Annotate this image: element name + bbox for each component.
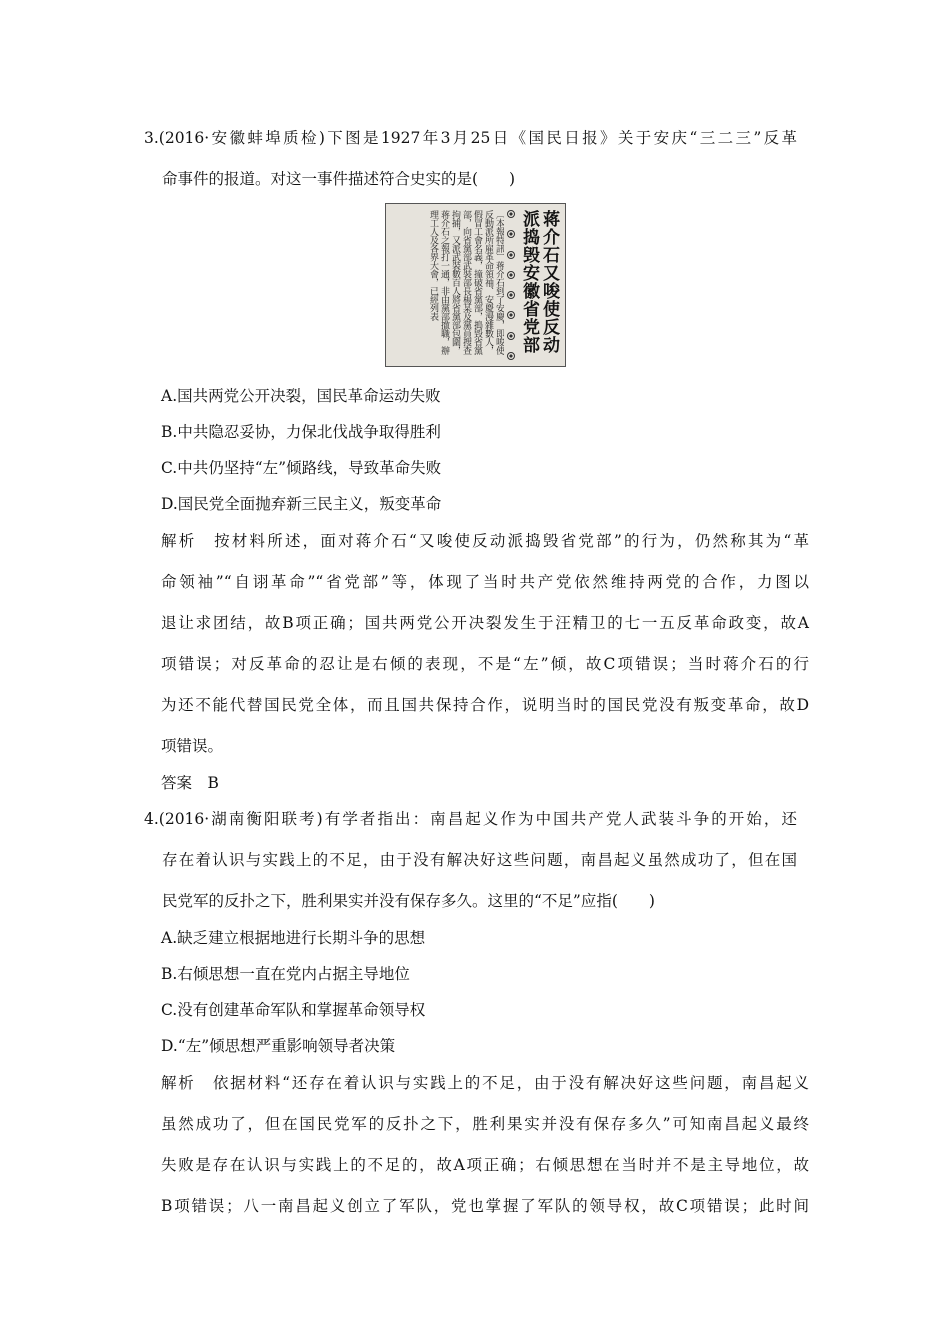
q4-option-c: C.没有创建革命军队和掌握革命领导权 [161,1001,426,1019]
q3-option-d: D.国民党全面抛弃新三民主义，叛变革命 [161,495,442,513]
q4-analysis-line-2: 虽然成功了，但在国民党军的反扑之下，胜利果实并没有保存多久”可知南昌起义最终 [161,1115,809,1133]
q3-analysis-line-2: 命领袖”“自诩革命”“省党部”等，体现了当时共产党依然维持两党的合作，力图以 [161,573,809,591]
q3-analysis-line-1: 解析 按材料所述，面对蒋介石“又唆使反动派捣毁省党部”的行为，仍然称其为“革 [161,532,809,550]
q3-answer: 答案 B [161,774,219,792]
clipping-decoration [507,210,517,360]
q3-stem-line-1: 3.(2016·安徽蚌埠质检)下图是1927年3月25日《国民日报》关于安庆“三二三”反革 [144,129,797,147]
q4-option-b: B.右倾思想一直在党内占据主导地位 [161,965,410,983]
q4-stem-line-3: 民党军的反扑之下，胜利果实并没有保存多久。这里的“不足”应指( ) [162,892,655,910]
clipping-headline: 蒋介石又唆使反动派捣毁安徽省党部 [519,210,559,354]
q3-analysis-line-3: 退让求团结，故B项正确；国共两党公开决裂发生于汪精卫的七一五反革命政变，故A [161,614,809,632]
q4-analysis-line-1: 解析 依据材料“还存在着认识与实践上的不足，由于没有解决好这些问题，南昌起义 [161,1074,809,1092]
newspaper-clipping-image [385,203,566,367]
q4-option-d: D.“左”倾思想严重影响领导者决策 [161,1037,396,1055]
q3-analysis-line-4: 项错误；对反革命的忍让是右倾的表现，不是“左”倾，故C项错误；当时蒋介石的行 [161,655,809,673]
q3-option-c: C.中共仍坚持“左”倾路线，导致革命失败 [161,459,442,477]
q4-analysis-line-3: 失败是存在认识与实践上的不足的，故A项正确；右倾思想在当时并不是主导地位，故 [161,1156,809,1174]
q3-option-b: B.中共隐忍妥协，力保北伐战争取得胜利 [161,423,441,441]
q4-option-a: A.缺乏建立根据地进行长期斗争的思想 [161,929,426,947]
q4-stem-line-2: 存在着认识与实践上的不足，由于没有解决好这些问题，南昌起义虽然成功了，但在国 [162,851,797,869]
q3-analysis-line-5: 为还不能代替国民党全体，而且国共保持合作，说明当时的国民党没有叛变革命，故D [161,696,809,714]
q4-stem-line-1: 4.(2016·湖南衡阳联考)有学者指出：南昌起义作为中国共产党人武装斗争的开始，还 [144,810,797,828]
q4-analysis-line-4: B项错误；八一南昌起义创立了军队，党也掌握了军队的领导权，故C项错误；此时间 [161,1197,809,1215]
q3-option-a: A.国共两党公开决裂，国民革命运动失败 [161,387,441,405]
clipping-body-text: 〔本報特訊〕蒋介石到了安慶，即唆使反動派所雇革命領袖、安慶漫雜數人，假冒工會名義，撞破省黨部，搗毀省黨部，向省黨部武裝部長楊某及黨員搜查拘捕，又派武裝數百人將省黨部包圍，蒋介石之報打一通，非由黨部撤職，辦理工人及各界大會，已經列表 [428,210,504,355]
q3-analysis-line-6: 项错误。 [161,737,224,755]
q3-stem-line-2: 命事件的报道。对这一事件描述符合史实的是( ) [162,170,516,188]
